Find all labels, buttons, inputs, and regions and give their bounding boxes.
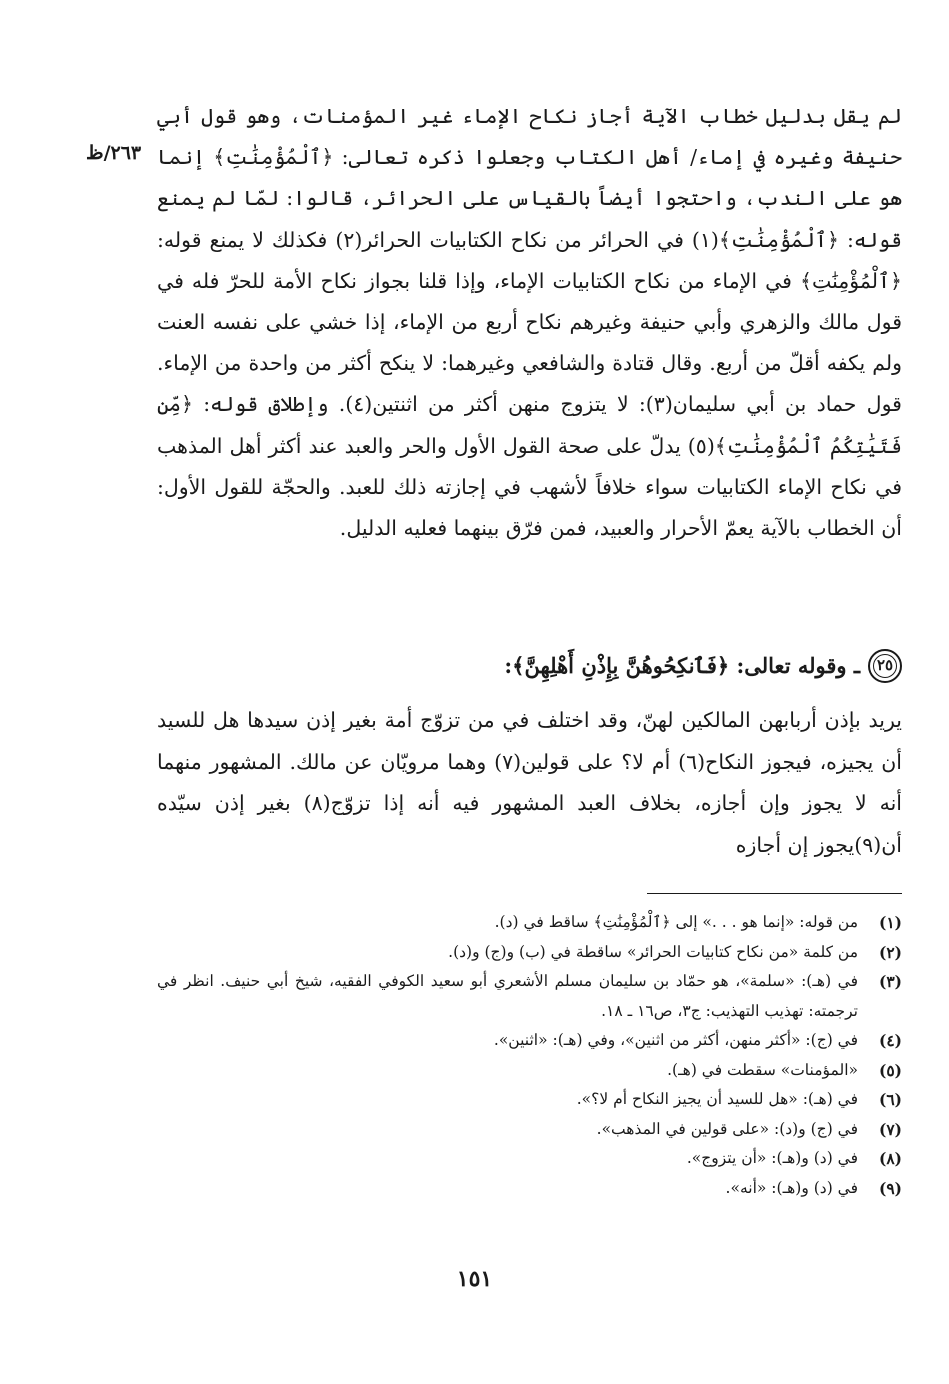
footnote — [157, 1026, 902, 1056]
footnote-text: في (ج) و(د): «على قولين في المذهب». — [596, 1119, 858, 1138]
footnote-number: (٢) — [878, 942, 902, 962]
footnote — [157, 938, 902, 968]
verse-heading — [157, 645, 902, 686]
footnote — [157, 1056, 902, 1086]
footnote-number: (٧) — [878, 1119, 902, 1139]
footnote-number: (٦) — [878, 1090, 902, 1109]
footnote-text: في (ج): «أكثر منهن، أكثر من اثنين»، وفي (هـ): «اثنين». — [493, 1031, 858, 1049]
manuscript-folio-marker: ٢٦٣/ظ — [86, 142, 142, 164]
footnote-text: في (د) و(هـ): «أنه». — [725, 1178, 858, 1197]
footnote-number: (٨) — [878, 1149, 902, 1168]
footnote — [157, 908, 902, 938]
footnote-text: من قوله: «إنما هو . . .» إلى ﴿ٱلْمُؤْمِنَٰتِ﴾ ساقط في (د). — [494, 913, 858, 931]
footnote-text: في (هـ): «هل للسيد أن يجيز النكاح أم لا؟». — [576, 1090, 858, 1108]
footnote-divider — [647, 893, 902, 894]
footnote — [157, 967, 902, 1026]
footnote-number: (٤) — [878, 1031, 902, 1050]
footnote-number: (٣) — [878, 972, 902, 991]
paragraph-1: لم يقل بدليل خطاب الآية أجاز نكاح الإماء غير المؤمنات، وهو قول أبي حنيفة وغيره في إماء/ أهل الكتاب وجعلوا ذكره تعالى: ﴿ٱلْمُؤْمِنَٰتِ﴾ إنما هو على الندب، واحتجوا أيضاً بالقياس على الحرائر، قالوا: لمّا لم يمنع قوله: ﴿ٱلْمُؤْمِنَٰتِ﴾(١) في الحرائر من نكاح الكتابيات الحرائر(٢) فكذلك لا يمنع قوله: ﴿ٱلْمُؤْمِنَٰتِ﴾ في الإماء من نكاح الكتابيات الإماء، وإذا قلنا بجواز نكاح الأمة للحرّ فله في قول مالك والزهري وأبي حنيفة وغيرهم نكاح أربع من الإماء، إذا خشي على نفسه العنت ولم يكفه أقلّ من أربع. وقال قتادة والشافعي وغيرهما: لا ينكح أكثر من واحدة من الإماء. قول حماد بن أبي سليمان(٣): لا يتزوج منهن أكثر من اثنتين(٤). وإطلاق قوله: ﴿مِّن فَتَيَٰتِكُمُ ٱلْمُؤْمِنَٰتِ﴾(٥) يدلّ على صحة القول الأول والحر والعبد عند أكثر أهل المذهب في نكاح الإماء الكتابيات سواء خلافاً لأشهب في إجازته ذلك للعبد. والحجّة للقول الأول: أن الخطاب بالآية يعمّ الأحرار والعبيد، فمن فرّق بينهما فعليه الدليل. — [157, 104, 902, 541]
footnote-number: (١) — [878, 913, 902, 932]
footnote-text: في (د) و(هـ): «أن يتزوج». — [686, 1149, 858, 1167]
footnote — [157, 1174, 902, 1204]
footnote-text: من كلمة «من نكاح كتابيات الحرائر» ساقطة في (ب) و(ج) و(د). — [448, 942, 858, 961]
footnote-text: «المؤمنات» سقطت في (هـ). — [667, 1060, 858, 1079]
verse-number-badge: ٢٥ — [868, 649, 902, 683]
footnote — [157, 1085, 902, 1115]
paragraph-2: يريد بإذن أربابهن المالكين لهنّ، وقد اختلف في من تزوّج أمة بغير إذن سيدها هل للسيد أن يجيزه، فيجوز النكاح(٦) أم لا؟ على قولين(٧) وهما مرويّان عن مالك. المشهور منهما أنه لا يجوز وإن أجازه، بخلاف العبد المشهور فيه أنه إذا تزوّج(٨) بغير إذن سيّده أن(٩)يجوز إن أجازه — [157, 708, 902, 857]
footnote-number: (٥) — [878, 1060, 902, 1080]
verse-heading-text: ـ وقوله تعالى: ﴿فَٱنكِحُوهُنَّ بِإِذْنِ أَهْلِهِنَّ﴾: — [504, 653, 860, 678]
page-number: ١٥١ — [456, 1266, 493, 1292]
footnote — [157, 1115, 902, 1145]
commentary-text-block — [157, 700, 902, 866]
main-text-block — [157, 96, 902, 549]
footnotes-list — [157, 908, 902, 1203]
footnote-text: في (هـ): «سلمة»، هو حمّاد بن سليمان مسلم الأشعري أبو سعيد الكوفي الفقيه، شيخ أبي حنيف. انظر في ترجمته: تهذيب التهذيب: ج٣، ص١٦ ـ ١٨. — [157, 972, 858, 1020]
footnote-number: (٩) — [878, 1178, 902, 1198]
footnote — [157, 1144, 902, 1174]
